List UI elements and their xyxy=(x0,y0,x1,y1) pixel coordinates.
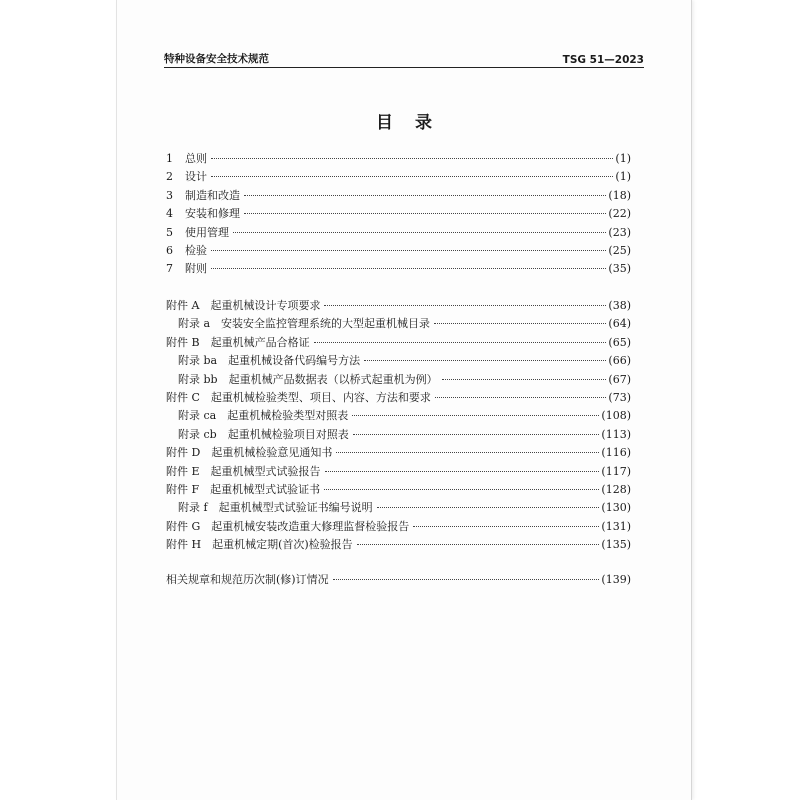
entry-label: 附件 E 起重机械型式试验报告 xyxy=(166,464,321,478)
entry-page: (1) xyxy=(615,170,631,184)
header-series-title: 特种设备安全技术规范 xyxy=(164,53,269,65)
entry-page: (66) xyxy=(608,354,631,368)
dot-leader xyxy=(333,579,600,580)
toc-appendix-entry[interactable] xyxy=(166,297,631,315)
dot-leader xyxy=(435,397,606,398)
dot-leader xyxy=(442,379,607,380)
entry-page: (38) xyxy=(608,299,631,312)
toc-entry[interactable] xyxy=(166,150,631,168)
toc-entry[interactable] xyxy=(166,224,631,242)
entry-page: (23) xyxy=(608,225,631,239)
entry-number: 5 xyxy=(166,225,173,239)
dot-leader xyxy=(314,342,607,343)
dot-leader xyxy=(336,452,599,453)
entry-page: (73) xyxy=(608,390,631,404)
entry-label: 附件 A 起重机械设计专项要求 xyxy=(166,299,321,312)
dot-leader xyxy=(211,176,613,177)
dot-leader xyxy=(364,360,606,361)
toc-appendix-entry[interactable] xyxy=(166,463,631,481)
toc-title: 目录 xyxy=(376,113,454,133)
toc-footer xyxy=(166,571,631,589)
dot-leader xyxy=(244,213,606,214)
toc-appendix-entry[interactable] xyxy=(166,352,631,370)
dot-leader xyxy=(324,305,606,306)
entry-page: (35) xyxy=(608,262,631,276)
header-standard-code: TSG 51—2023 xyxy=(562,54,644,66)
entry-label: 附件 F 起重机械型式试验证书 xyxy=(166,482,321,496)
toc-chapters xyxy=(166,150,631,279)
entry-page: (139) xyxy=(601,573,631,586)
toc-appendix-entry[interactable] xyxy=(166,518,631,536)
toc-revision-history-entry[interactable] xyxy=(166,571,631,589)
toc-entry[interactable] xyxy=(166,242,631,260)
entry-label: 总则 xyxy=(185,152,207,165)
dot-leader xyxy=(357,544,600,545)
dot-leader xyxy=(352,415,599,416)
entry-page: (1) xyxy=(615,152,631,165)
dot-leader xyxy=(434,323,606,324)
dot-leader xyxy=(211,250,606,251)
entry-page: (131) xyxy=(601,519,631,533)
toc-entry[interactable] xyxy=(166,168,631,186)
entry-label: 附录 a 安装安全监控管理系统的大型起重机械目录 xyxy=(178,317,431,331)
entry-label: 附则 xyxy=(185,262,207,276)
entry-page: (64) xyxy=(608,317,631,331)
dot-leader xyxy=(244,195,606,196)
entry-number: 1 xyxy=(166,152,173,165)
entry-page: (130) xyxy=(601,501,631,515)
toc-appendix-entry[interactable] xyxy=(166,371,631,389)
header-rule xyxy=(164,67,644,68)
entry-number: 4 xyxy=(166,207,173,221)
dot-leader xyxy=(353,434,600,435)
entry-number: 3 xyxy=(166,188,173,202)
entry-page: (22) xyxy=(608,207,631,221)
entry-page: (117) xyxy=(601,464,631,478)
entry-page: (113) xyxy=(601,427,631,441)
dot-leader xyxy=(211,268,606,269)
entry-number: 6 xyxy=(166,243,173,257)
entry-label: 附件 D 起重机械检验意见通知书 xyxy=(166,446,333,460)
entry-label: 附件 H 起重机械定期(首次)检验报告 xyxy=(166,538,353,552)
entry-page: (25) xyxy=(608,243,631,257)
entry-page: (65) xyxy=(608,335,631,349)
toc-appendix-entry[interactable] xyxy=(166,499,631,517)
dot-leader xyxy=(324,489,599,490)
running-header xyxy=(164,48,644,66)
entry-label: 附件 G 起重机械安装改造重大修理监督检验报告 xyxy=(166,519,410,533)
entry-page: (67) xyxy=(608,372,631,386)
entry-label: 设计 xyxy=(185,170,207,184)
dot-leader xyxy=(325,471,600,472)
entry-page: (108) xyxy=(601,409,631,423)
entry-page: (116) xyxy=(601,446,631,460)
toc-entry[interactable] xyxy=(166,260,631,278)
entry-label: 相关规章和规范历次制(修)订情况 xyxy=(166,573,329,586)
entry-label: 附录 f 起重机械型式试验证书编号说明 xyxy=(178,501,373,515)
entry-label: 附录 bb 起重机械产品数据表（以桥式起重机为例） xyxy=(178,372,438,386)
toc-appendix-entry[interactable] xyxy=(166,315,631,333)
toc-appendix-entry[interactable] xyxy=(166,426,631,444)
entry-label: 附录 ca 起重机械检验类型对照表 xyxy=(178,409,349,423)
toc-appendix-entry[interactable] xyxy=(166,334,631,352)
entry-label: 安装和修理 xyxy=(185,207,240,221)
toc-appendix-entry[interactable] xyxy=(166,444,631,462)
entry-label: 附录 ba 起重机械设备代码编号方法 xyxy=(178,354,361,368)
entry-page: (18) xyxy=(608,188,631,202)
toc-appendix-entry[interactable] xyxy=(166,407,631,425)
entry-page: (128) xyxy=(601,482,631,496)
entry-label: 附件 B 起重机械产品合格证 xyxy=(166,335,310,349)
dot-leader xyxy=(377,507,600,508)
toc-appendix-entry[interactable] xyxy=(166,389,631,407)
dot-leader xyxy=(233,232,606,233)
document-page xyxy=(116,0,692,800)
toc-appendices xyxy=(166,297,631,554)
entry-label: 附件 C 起重机械检验类型、项目、内容、方法和要求 xyxy=(166,390,431,404)
entry-label: 附录 cb 起重机械检验项目对照表 xyxy=(178,427,349,441)
dot-leader xyxy=(413,526,599,527)
entry-label: 检验 xyxy=(185,243,207,257)
toc-entry[interactable] xyxy=(166,187,631,205)
entry-number: 7 xyxy=(166,262,173,276)
toc-appendix-entry[interactable] xyxy=(166,481,631,499)
entry-page: (135) xyxy=(601,538,631,552)
entry-number: 2 xyxy=(166,170,173,184)
dot-leader xyxy=(211,158,613,159)
entry-label: 使用管理 xyxy=(185,225,229,239)
toc-entry[interactable] xyxy=(166,205,631,223)
entry-label: 制造和改造 xyxy=(185,188,240,202)
toc-appendix-entry[interactable] xyxy=(166,536,631,554)
